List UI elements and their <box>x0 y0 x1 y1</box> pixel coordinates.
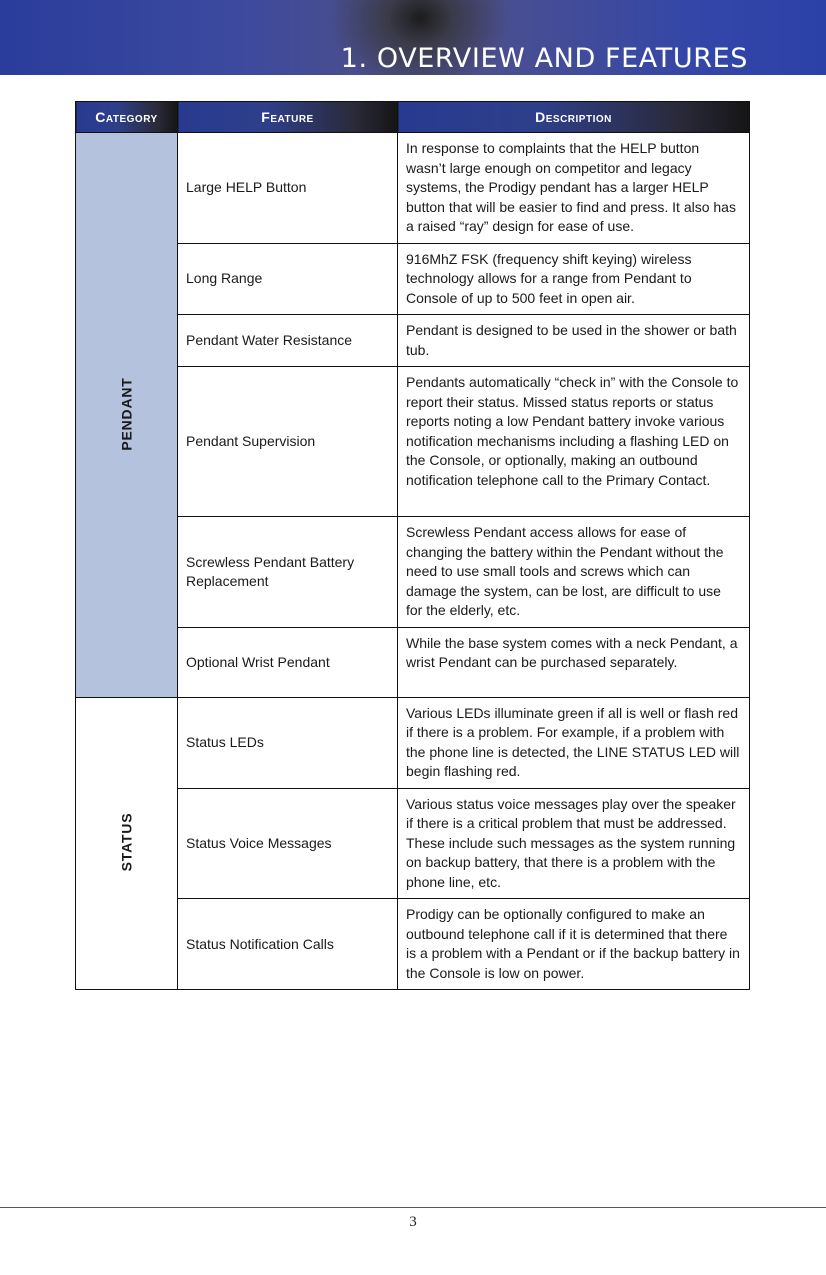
column-header-category: Category <box>76 102 178 133</box>
category-cell-status <box>76 697 178 990</box>
page-number: 3 <box>409 1214 417 1230</box>
feature-cell: Optional Wrist Pendant <box>178 627 398 697</box>
header-banner <box>0 0 826 75</box>
category-cell-pendant <box>76 133 178 698</box>
description-cell: 916MhZ FSK (frequency shift keying) wireless technology allows for a range from Pendant to Console of up to 500 feet in open air. <box>398 243 750 315</box>
feature-cell: Screwless Pendant Battery Replacement <box>178 517 398 628</box>
column-header-description: Description <box>398 102 750 133</box>
description-cell: Various LEDs illuminate green if all is well or flash red if there is a problem. For example, if a problem with the phone line is detected, the LINE STATUS LED will begin flashing red. <box>398 697 750 788</box>
feature-cell: Status Voice Messages <box>178 788 398 899</box>
feature-cell: Pendant Supervision <box>178 367 398 517</box>
table-header-row <box>76 102 750 133</box>
feature-cell: Status Notification Calls <box>178 899 398 990</box>
column-header-feature: Feature <box>178 102 398 133</box>
description-cell: In response to complaints that the HELP button wasn’t large enough on competitor and legacy systems, the Prodigy pendant has a larger HELP button that will be easier to find and press. It also has a raised “ray” design for ease of use. <box>398 133 750 244</box>
description-cell: Pendants automatically “check in” with the Console to report their status. Missed status reports or status reports noting a low Pendant battery invoke various notification mechanisms including a flashing LED on the Console, or optionally, making an outbound notification telephone call to the Primary Contact. <box>398 367 750 517</box>
description-cell: Various status voice messages play over the speaker if there is a critical problem that must be addressed. These include such messages as the system running on backup battery, that there is a problem with the phone line, etc. <box>398 788 750 899</box>
feature-cell: Long Range <box>178 243 398 315</box>
feature-cell: Status LEDs <box>178 697 398 788</box>
description-cell: Prodigy can be optionally configured to make an outbound telephone call if it is determined that there is a problem with a Pendant or if the backup battery in the Console is low on power. <box>398 899 750 990</box>
table-row <box>76 697 750 788</box>
category-label: STATUS <box>118 812 135 872</box>
category-label: PENDANT <box>118 377 135 451</box>
feature-cell: Pendant Water Resistance <box>178 315 398 367</box>
feature-cell: Large HELP Button <box>178 133 398 244</box>
section-title: 1. OVERVIEW AND FEATURES <box>340 43 748 74</box>
features-table <box>75 101 750 990</box>
table-row <box>76 133 750 244</box>
description-cell: While the base system comes with a neck Pendant, a wrist Pendant can be purchased separately. <box>398 627 750 697</box>
footer-divider <box>0 1207 826 1208</box>
description-cell: Pendant is designed to be used in the shower or bath tub. <box>398 315 750 367</box>
description-cell: Screwless Pendant access allows for ease of changing the battery within the Pendant without the need to use small tools and screws which can damage the system, can be lost, are difficult to use for the elderly, etc. <box>398 517 750 628</box>
